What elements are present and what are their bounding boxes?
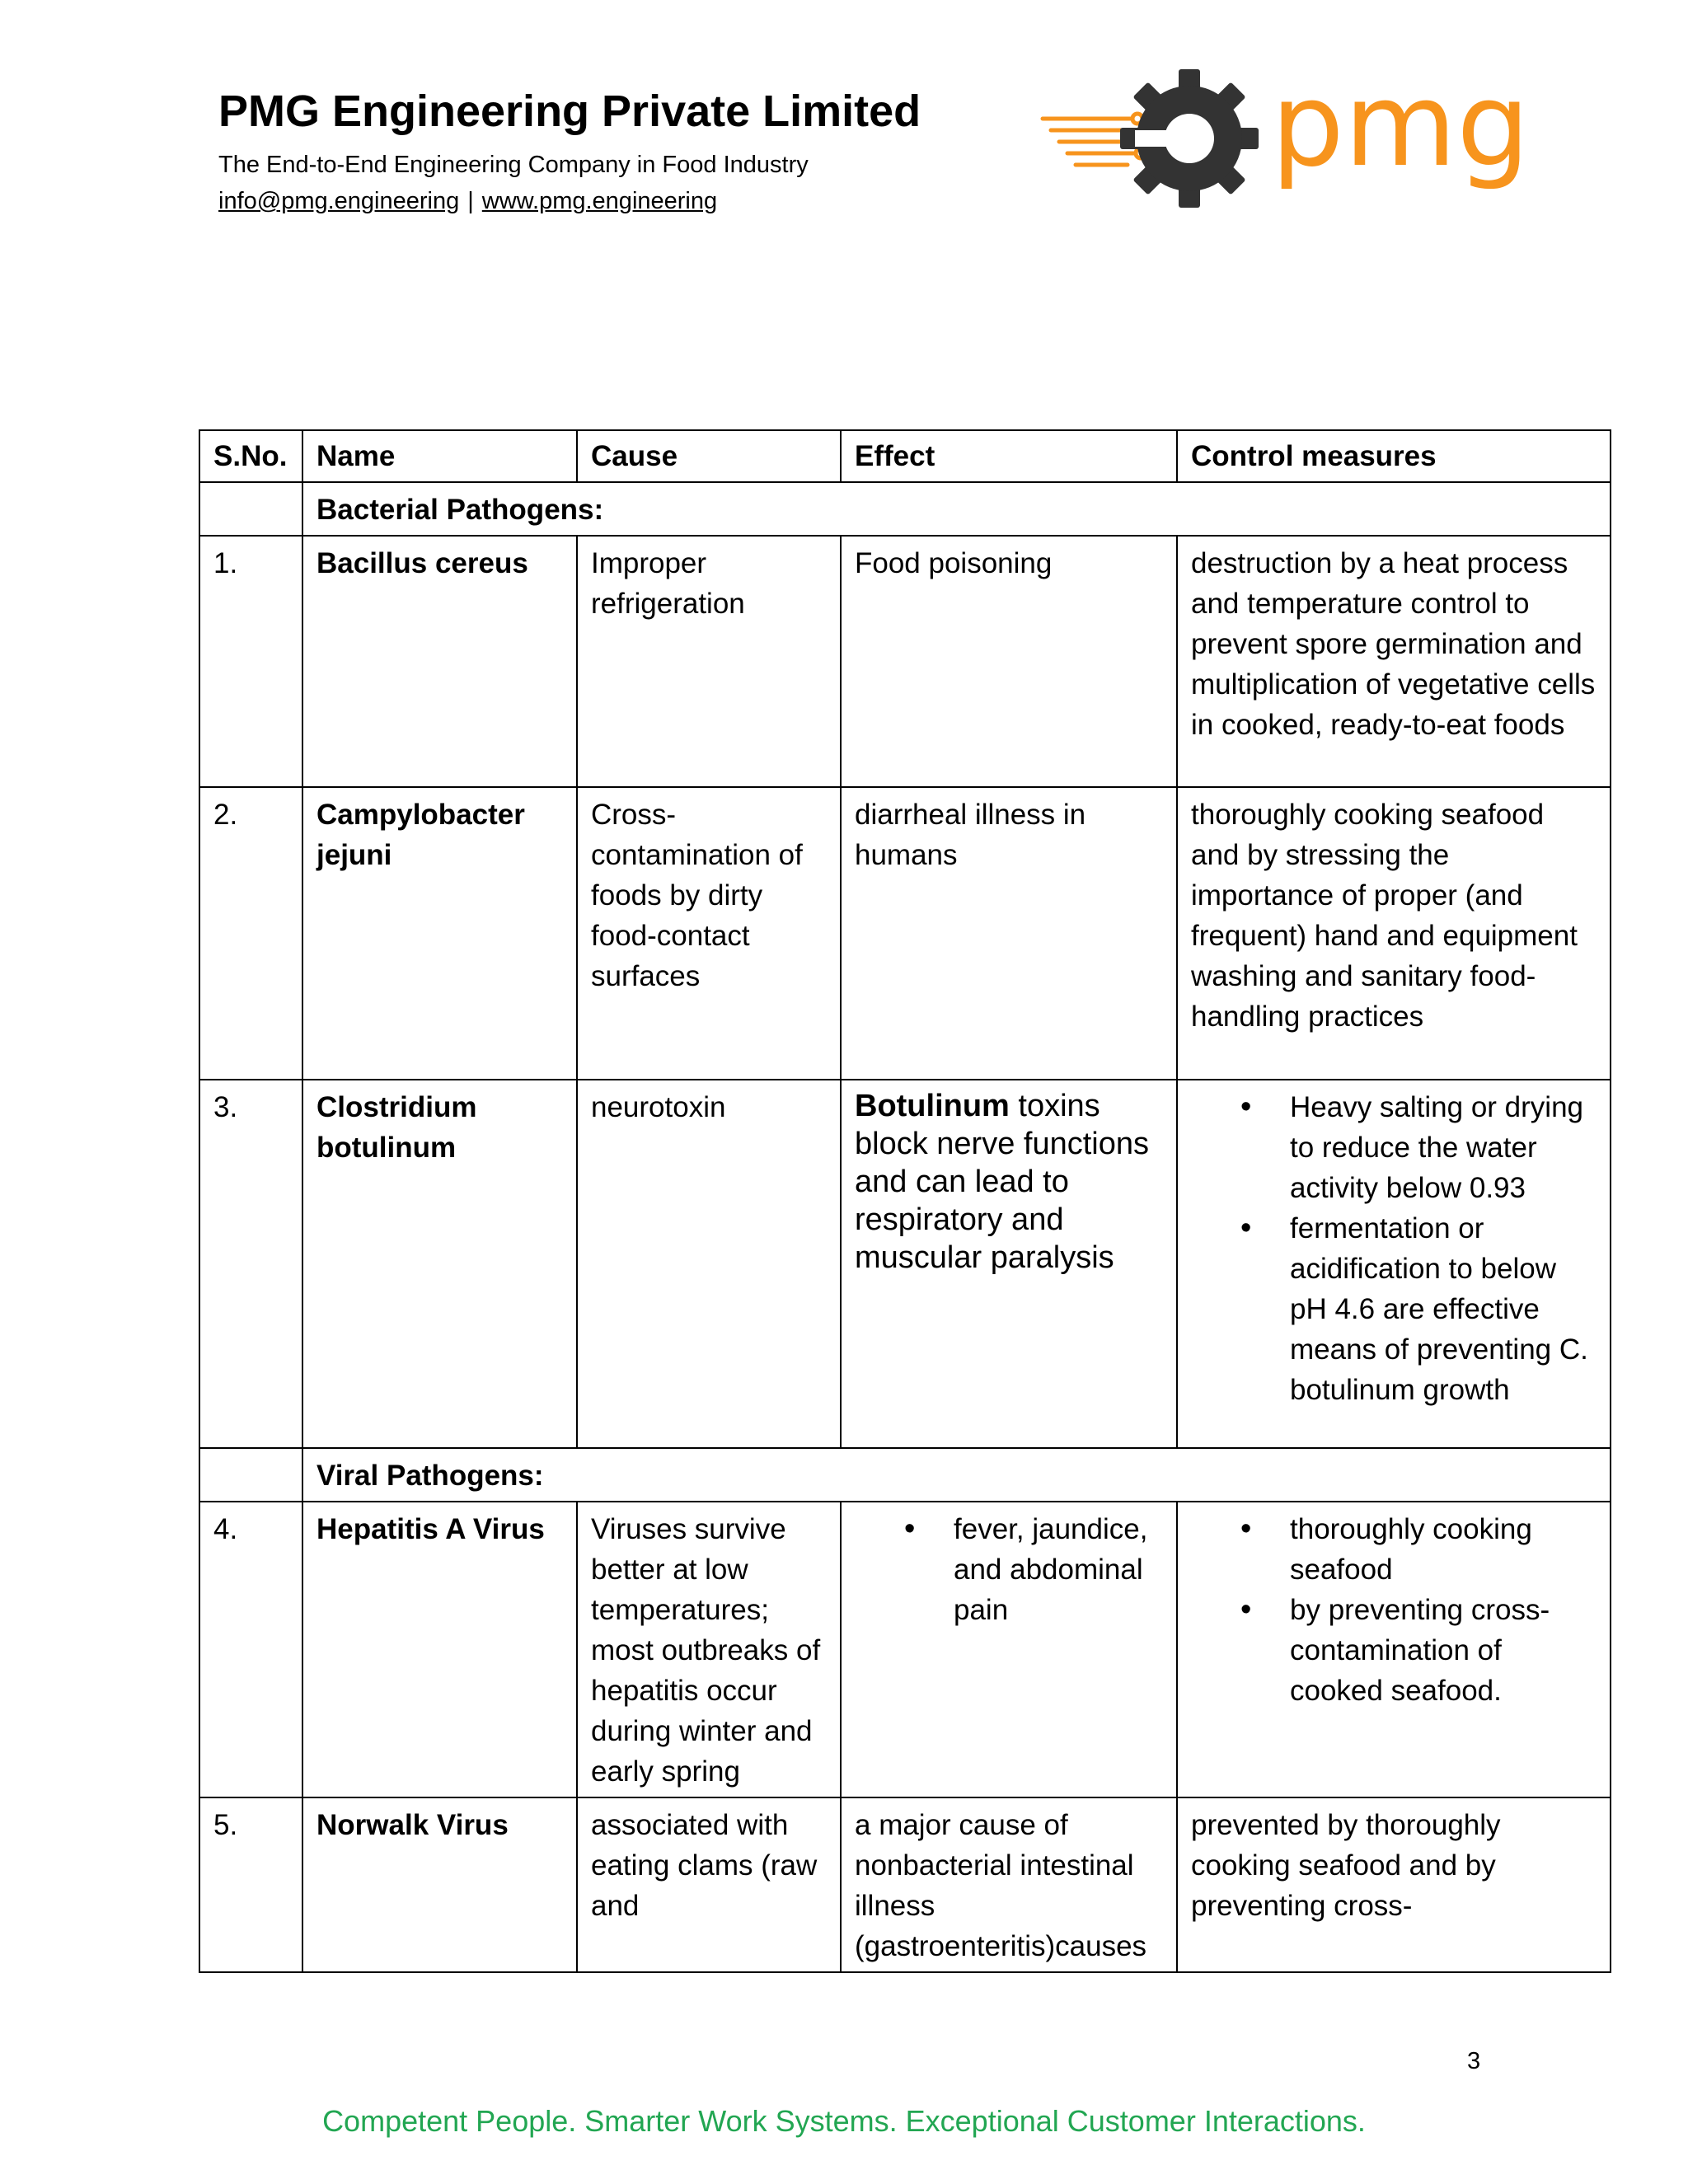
row-sno: 3.: [199, 1080, 302, 1448]
table-row: [199, 536, 1611, 787]
section-label: Bacterial Pathogens:: [302, 482, 1611, 536]
table-row: [199, 787, 1611, 1080]
list-item: • fever, jaundice, and abdominal pain: [855, 1509, 1163, 1630]
control-list: [1191, 1087, 1597, 1410]
row-sno: 5.: [199, 1797, 302, 1972]
list-item: • by preventing cross-contamination of cooked seafood.: [1191, 1590, 1597, 1711]
company-name: PMG Engineering Private Limited: [218, 87, 921, 136]
letterhead: [218, 82, 921, 219]
col-header-cause: Cause: [577, 430, 841, 482]
list-item: • Heavy salting or drying to reduce the water activity below 0.93: [1191, 1087, 1597, 1208]
effect-list: [855, 1509, 1163, 1630]
row-control: [1177, 1080, 1611, 1448]
col-header-effect: Effect: [841, 430, 1177, 482]
col-header-sno: S.No.: [199, 430, 302, 482]
effect-text: toxins block nerve functions and can lead to respiratory and muscular paralysis: [855, 1089, 1149, 1275]
control-list: [1191, 1509, 1597, 1711]
pmg-logo: [1039, 59, 1531, 212]
row-effect: [841, 1502, 1177, 1797]
row-name: Norwalk Virus: [302, 1797, 577, 1972]
row-cause: neurotoxin: [577, 1080, 841, 1448]
row-effect: [841, 1080, 1177, 1448]
section-row-bacterial: [199, 482, 1611, 536]
row-control: thoroughly cooking seafood and by stressing the importance of proper (and frequent) hand and equipment washing and sanitary food-handling practices: [1177, 787, 1611, 1080]
list-item: • fermentation or acidification to below pH 4.6 are effective means of preventing C. botulinum growth: [1191, 1208, 1597, 1410]
contact-separator: |: [467, 188, 474, 214]
table-row: [199, 1502, 1611, 1797]
pathogen-table: [199, 429, 1611, 1973]
row-control: prevented by thoroughly cooking seafood and by preventing cross-: [1177, 1797, 1611, 1972]
row-name: Bacillus cereus: [302, 536, 577, 787]
company-tagline: The End-to-End Engineering Company in Food Industry: [218, 152, 809, 178]
footer-slogan: Competent People. Smarter Work Systems. Exceptional Customer Interactions.: [322, 2104, 1366, 2138]
table-header-row: [199, 430, 1611, 482]
row-effect: Food poisoning: [841, 536, 1177, 787]
table-row: [199, 1080, 1611, 1448]
website-link[interactable]: www.pmg.engineering: [481, 188, 718, 214]
list-item: • thoroughly cooking seafood: [1191, 1509, 1597, 1590]
row-cause: Cross-contamination of foods by dirty food-contact surfaces: [577, 787, 841, 1080]
row-cause: Improper refrigeration: [577, 536, 841, 787]
row-control: destruction by a heat process and temperature control to prevent spore germination and multiplication of vegetative cells in cooked, ready-to-eat foods: [1177, 536, 1611, 787]
col-header-control: Control measures: [1177, 430, 1611, 482]
row-sno: 2.: [199, 787, 302, 1080]
section-label: Viral Pathogens:: [302, 1448, 1611, 1502]
contact-line: [218, 183, 921, 219]
row-name: Hepatitis A Virus: [302, 1502, 577, 1797]
row-name: Clostridium botulinum: [302, 1080, 577, 1448]
table-row: [199, 1797, 1611, 1972]
email-link[interactable]: info@pmg.engineering: [218, 188, 460, 214]
row-effect: diarrheal illness in humans: [841, 787, 1177, 1080]
row-sno: 4.: [199, 1502, 302, 1797]
logo-wordmark: pmg: [1271, 59, 1531, 193]
col-header-name: Name: [302, 430, 577, 482]
section-row-viral: [199, 1448, 1611, 1502]
row-cause: Viruses survive better at low temperatures; most outbreaks of hepatitis occur during winter and early spring: [577, 1502, 841, 1797]
row-name: Campylobacter jejuni: [302, 787, 577, 1080]
page-number: 3: [1467, 2048, 1481, 2074]
effect-emphasis: Botulinum: [855, 1089, 1010, 1123]
row-cause: associated with eating clams (raw and: [577, 1797, 841, 1972]
row-control: [1177, 1502, 1611, 1797]
gear-icon: [1120, 69, 1259, 208]
row-sno: 1.: [199, 536, 302, 787]
row-effect: a major cause of nonbacterial intestinal illness (gastroenteritis)causes: [841, 1797, 1177, 1972]
